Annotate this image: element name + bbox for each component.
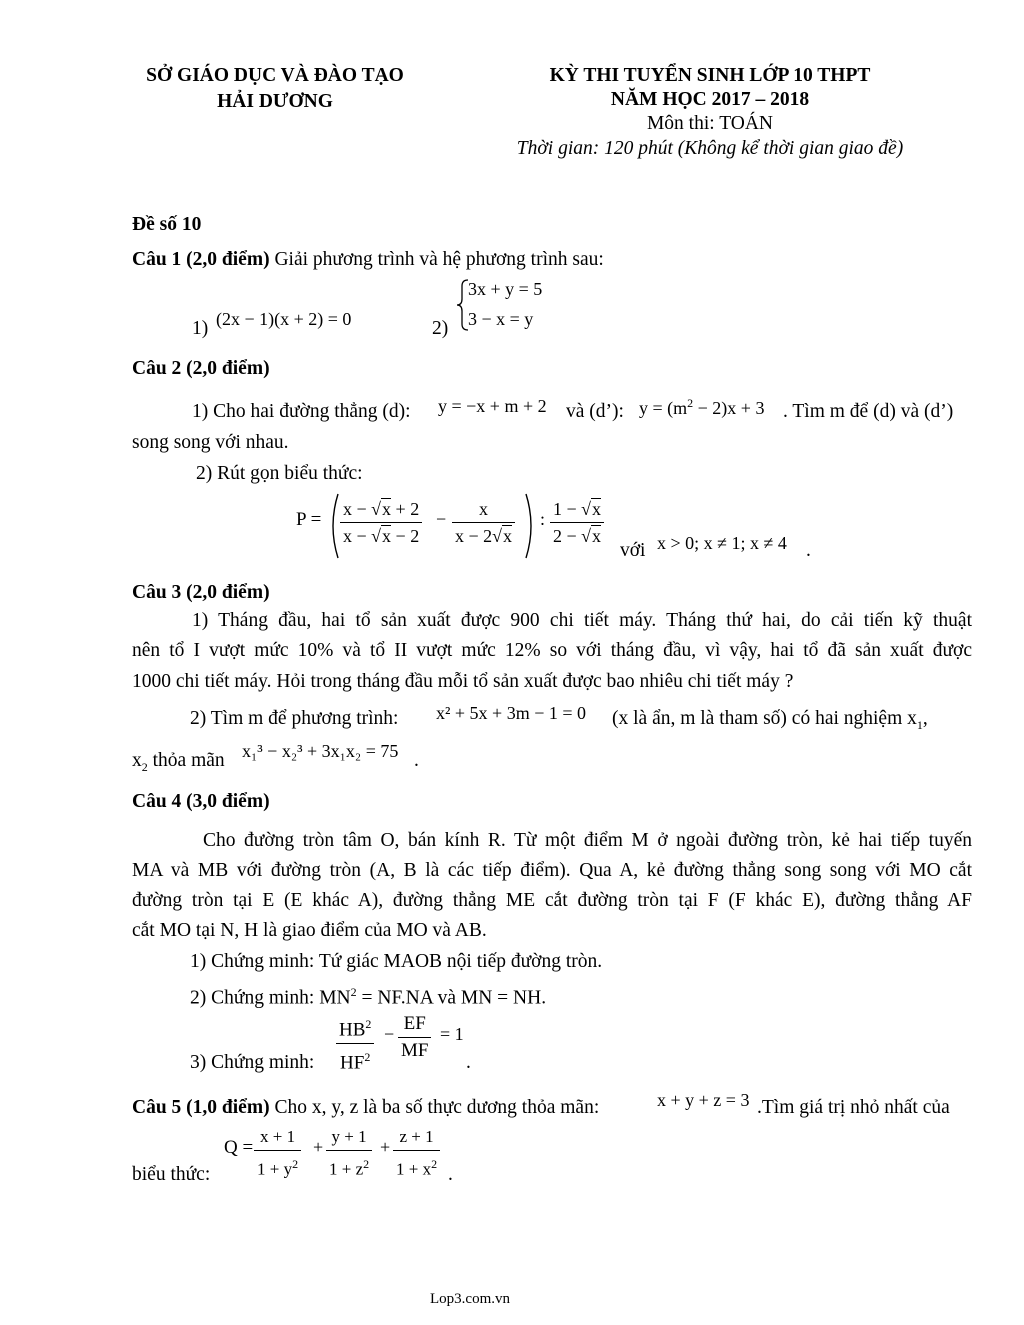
header-school-year: NĂM HỌC 2017 – 2018 <box>610 89 810 110</box>
q2-part2-text: 2) Rút gọn biểu thức: <box>196 463 363 484</box>
exam-number: Đề số 10 <box>132 214 202 235</box>
q1-part1-label: 1) <box>192 318 209 339</box>
q4-part2: 2) Chứng minh: $MN^2 = NF.NA$ và MN = NH. <box>190 985 547 1009</box>
q4-dot: . <box>466 1052 471 1073</box>
minus-sign: − <box>436 509 447 529</box>
q5-term-3: $\frac{z + 1}{1 + x^2}$ <box>393 1124 440 1183</box>
q5-label: Câu 5 (1,0 điểm) <box>132 1097 270 1118</box>
fraction-1: $\frac{x - √x + 2}{x - √x - 2}$ <box>340 496 422 549</box>
q1-system-eq2: 3 − x = y <box>468 309 534 329</box>
q5-heading <box>132 1096 599 1120</box>
condition-dot: . <box>806 540 811 561</box>
header-province: HẢI DƯƠNG <box>217 91 333 112</box>
q3-quadratic-equation: x² + 5x + 3m − 1 = 0 <box>436 703 587 723</box>
q3-line-2: nên tổ I vượt mức 10% và tổ II vượt mức 12% so với tháng đầu, vì vậy, hai tổ đã sản xuất được <box>132 640 972 661</box>
condition-equation: x > 0; x ≠ 1; x ≠ 4 <box>657 533 787 553</box>
condition-prefix: với <box>620 540 646 561</box>
q4-line-2: MA và MB với đường tròn (A, B là các tiếp điểm). Qua A, kẻ đường thẳng song song với MO cắt <box>132 860 972 881</box>
q1-label: Câu 1 (2,0 điểm) <box>132 249 270 270</box>
q4-equals-one: = 1 <box>440 1024 464 1044</box>
q1-text: Giải phương trình và hệ phương trình sau: <box>269 249 604 270</box>
q4-line-4: cắt MO tại N, H là giao điểm của MO và AB. <box>132 920 487 941</box>
q4-fraction-ef-mf: $\frac{EF}{MF}$ <box>398 1011 431 1064</box>
q1-part1-equation: (2x − 1)(x + 2) = 0 <box>216 309 352 329</box>
footer-site: Lop3.com.vn <box>430 1291 510 1307</box>
header-time: Thời gian: 120 phút (Không kể thời gian giao đề) <box>516 138 904 159</box>
q5-plus-2: + <box>380 1137 391 1157</box>
q5-term-2: $\frac{y + 1}{1 + z^2}$ <box>326 1124 372 1183</box>
q3-line-3: 1000 chi tiết máy. Hỏi trong tháng đầu mỗi tổ sản xuất được bao nhiêu chi tiết máy ? <box>132 671 794 692</box>
q4-label: Câu 4 (3,0 điểm) <box>132 791 270 812</box>
q3-line-1: 1) Tháng đầu, hai tổ sản xuất được 900 chi tiết máy. Tháng thứ hai, do cải tiến kỹ thuật <box>192 610 972 631</box>
q4-minus: − <box>384 1024 395 1044</box>
q4-part1: 1) Chứng minh: Tứ giác MAOB nội tiếp đường tròn. <box>190 951 603 972</box>
q5-dot: . <box>448 1164 453 1185</box>
q3-part2-text-c: $x_2$ thỏa mãn <box>132 750 225 774</box>
q2-part1-text-c: . Tìm m để (d) và (d’) <box>783 401 954 422</box>
q5-text: Cho x, y, z là ba số thực dương thỏa mãn: <box>269 1097 600 1118</box>
q2-part1-text-b: và (d’): <box>566 401 624 422</box>
header-exam-title: KỲ THI TUYỂN SINH LỚP 10 THPT <box>549 65 871 86</box>
q2-part1-text-a: 1) Cho hai đường thẳng (d): <box>192 401 411 422</box>
q3-condition-equation: x₁³ − x₂³ + 3x₁x₂ = 75 <box>242 741 399 761</box>
q2-line-d-equation: y = −x + m + 2 <box>438 396 547 416</box>
fraction-2: $\frac{x}{x - 2√x}$ <box>452 496 515 549</box>
q3-label: Câu 3 (2,0 điểm) <box>132 582 270 603</box>
q3-part2-text-b: (x là ẩn, m là tham số) có hai nghiệm $x_1$, <box>612 708 928 732</box>
q3-part2-text-a: 2) Tìm m để phương trình: <box>190 708 399 729</box>
q5-term-1: $\frac{x + 1}{1 + y^2}$ <box>254 1124 301 1183</box>
fraction-3: $\frac{1 - √x}{2 - √x}$ <box>550 496 604 549</box>
q2-line-d2-equation: $y = (m^2 - 2)x + 3$ <box>639 396 765 418</box>
header-subject: Môn thi: TOÁN <box>646 113 774 134</box>
q4-fraction-hb-hf: $\frac{HB^2}{HF^2}$ <box>336 1011 374 1077</box>
q5-Q-label: Q = <box>224 1137 254 1158</box>
q1-heading <box>132 248 604 272</box>
q5-text-b: .Tìm giá trị nhỏ nhất của <box>757 1097 950 1118</box>
header-dept: SỞ GIÁO DỤC VÀ ĐÀO TẠO <box>146 65 404 86</box>
q5-bieu-thuc: biểu thức: <box>132 1164 211 1185</box>
right-paren-icon <box>524 492 538 560</box>
q4-line-1: Cho đường tròn tâm O, bán kính R. Từ một điểm M ở ngoài đường tròn, kẻ hai tiếp tuyến <box>203 830 972 851</box>
q3-condition-dot: . <box>414 750 419 771</box>
q4-line-3: đường tròn tại E (E khác A), đường thẳng ME cắt đường tròn tại F (F khác E), đường thẳng AF <box>132 890 972 911</box>
q2-part1-text-d: song song với nhau. <box>132 432 289 453</box>
q4-part3-text: 3) Chứng minh: <box>190 1052 315 1073</box>
q2-label: Câu 2 (2,0 điểm) <box>132 358 270 379</box>
q1-system-eq1: 3x + y = 5 <box>468 279 543 299</box>
expr-P-label: P = <box>296 509 322 530</box>
division-colon: : <box>540 509 546 529</box>
q5-plus-1: + <box>313 1137 324 1157</box>
left-paren-icon <box>326 492 340 560</box>
q1-part2-label: 2) <box>432 318 449 339</box>
q5-constraint-equation: x + y + z = 3 <box>657 1090 750 1110</box>
